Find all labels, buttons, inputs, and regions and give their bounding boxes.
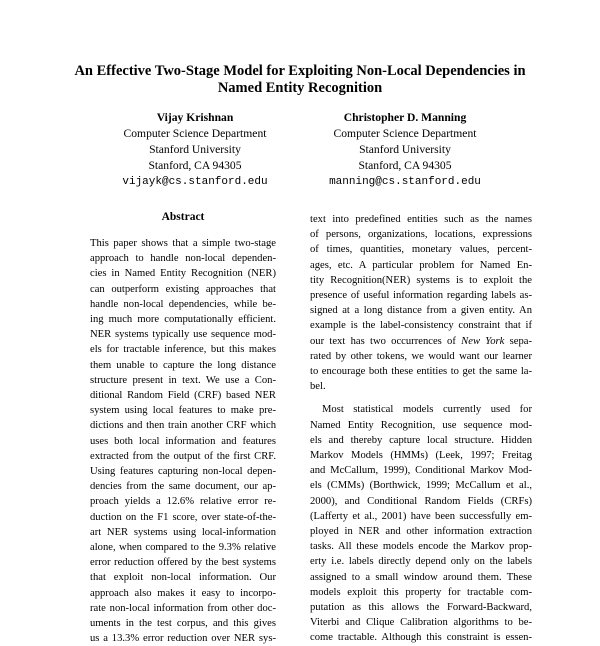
author-department: Computer Science Department (123, 127, 267, 140)
author-block-1 (85, 110, 305, 190)
intro-line: els and thereby capture local structure. Hidden (310, 434, 532, 446)
intro-line: models exploit this property for tractable com- (310, 586, 532, 598)
abstract-line: alone, when compared to the 9.3% relative (90, 542, 276, 554)
abstract-body (90, 236, 276, 646)
abstract-line: system using local features to make pre- (90, 405, 276, 417)
title-line-2: Named Entity Recognition (217, 80, 383, 96)
intro-line: 2000), and Conditional Random Fields (CRFs) (310, 495, 532, 507)
abstract-line: handle non-local dependencies, while be- (90, 298, 276, 310)
abstract-line: approach also makes it easy to incorpo- (90, 587, 276, 599)
abstract-line: ing much more computationally efficient. (90, 314, 276, 326)
intro-line: (Lafferty et al., 2001) have been successfully em- (310, 510, 532, 522)
intro-line: to encourage both these entities to get the same la- (310, 366, 532, 378)
intro-line: Named Entity Recognition, use sequence mod- (310, 419, 532, 431)
abstract-line: us a 13.3% error reduction over NER sys- (90, 633, 276, 645)
abstract-line: dencies from the same document, our ap- (90, 481, 276, 493)
abstract-line: can outperform existing approaches that (90, 283, 276, 295)
intro-line: signed at a long distance from a given entity. An (310, 305, 532, 317)
abstract-line: error reduction offered by the best systems (90, 557, 276, 569)
author-university: Stanford University (149, 143, 241, 156)
abstract-line: proach yields a 12.6% relative error re- (90, 496, 276, 508)
abstract-line: art NER systems using local-information (90, 526, 276, 538)
italic-suffix: sepa- (504, 335, 532, 347)
author-location: Stanford, CA 94305 (358, 159, 452, 172)
author-university: Stanford University (359, 143, 451, 156)
abstract-line: structure present in text. We use a Con- (90, 374, 276, 386)
italic-entity: New York (461, 335, 505, 347)
introduction-body (310, 212, 532, 646)
intro-line: assigned to a small window around them. These (310, 571, 532, 583)
paper-title (60, 63, 540, 97)
author-email: vijayk@cs.stanford.edu (122, 176, 268, 188)
author-location: Stanford, CA 94305 (148, 159, 242, 172)
intro-line: example is the label-consistency constraint that if (310, 320, 532, 332)
author-name: Vijay Krishnan (156, 111, 234, 124)
abstract-line: uses both local information and features (90, 435, 276, 447)
intro-line: rated by other tokens, we would want our learner (310, 350, 532, 362)
intro-line: erty i.e. labels directly depend only on the labels (310, 556, 532, 568)
intro-line: and McCallum, 1999), Conditional Markov Mod- (310, 465, 532, 477)
intro-line: ployed in NER and other information extraction (310, 526, 532, 538)
abstract-line: rate non-local information from other doc- (90, 602, 276, 614)
intro-line: Viterbi and Clique Calibration algorithms to be- (310, 617, 532, 629)
abstract-line: cies in Named Entity Recognition (NER) (90, 268, 276, 280)
abstract-line: extracted from the output of the first CRF. (90, 450, 276, 462)
author-name: Christopher D. Manning (343, 111, 467, 124)
intro-line: putation as this allows the Forward-Backward, (310, 602, 532, 614)
abstract-line: Using features capturing non-local depen- (90, 466, 276, 478)
intro-line: presence of useful information regarding labels as- (310, 290, 532, 302)
intro-line: bel. (310, 381, 326, 393)
abstract-line: els for tractable inference, but this makes (90, 344, 276, 356)
intro-line: Markov Models (HMMs) (Leek, 1997; Freitag (310, 450, 532, 462)
intro-line: tity Recognition(NER) systems is to exploit the (310, 274, 532, 286)
abstract-heading: Abstract (161, 211, 205, 223)
abstract-line: uments in the test corpus, and this gives (90, 618, 276, 630)
author-block-2 (295, 110, 515, 190)
abstract-line: that exploit non-local information. Our (90, 572, 276, 584)
title-line-1: An Effective Two-Stage Model for Exploiting Non-Local Dependencies in (74, 63, 526, 79)
intro-line: ages, etc. A particular problem for Named En- (310, 259, 532, 271)
intro-line: text into predefined entities such as the names (310, 214, 532, 225)
intro-line: els (CMMs) (Borthwick, 1999; McCallum et al., (310, 480, 532, 492)
abstract-line: approach to handle non-local dependen- (90, 253, 276, 265)
intro-line: come tractable. Although this constraint is essen- (310, 632, 532, 644)
intro-line: tasks. All these models encode the Markov prop- (310, 541, 532, 553)
abstract-line: ditional Random Field (CRF) based NER (90, 390, 276, 402)
abstract-line: This paper shows that a simple two-stage (90, 238, 276, 249)
abstract-line: them unable to capture the long distance (90, 359, 276, 371)
abstract-line: dictions and then train another CRF which (90, 420, 276, 432)
paragraph-gap (310, 394, 532, 402)
intro-line: of times, quantities, monetary values, percent- (310, 244, 532, 256)
abstract-line: NER systems typically use sequence mod- (90, 329, 276, 341)
intro-line: Most statistical models currently used for (322, 404, 532, 416)
author-department: Computer Science Department (333, 127, 477, 140)
intro-line: our text has two occurrences of New York sepa- (310, 335, 532, 347)
abstract-line: duction on the F1 score, over state-of-the- (90, 511, 276, 523)
author-email: manning@cs.stanford.edu (329, 176, 481, 188)
intro-line: of persons, organizations, locations, expressions (310, 229, 532, 241)
